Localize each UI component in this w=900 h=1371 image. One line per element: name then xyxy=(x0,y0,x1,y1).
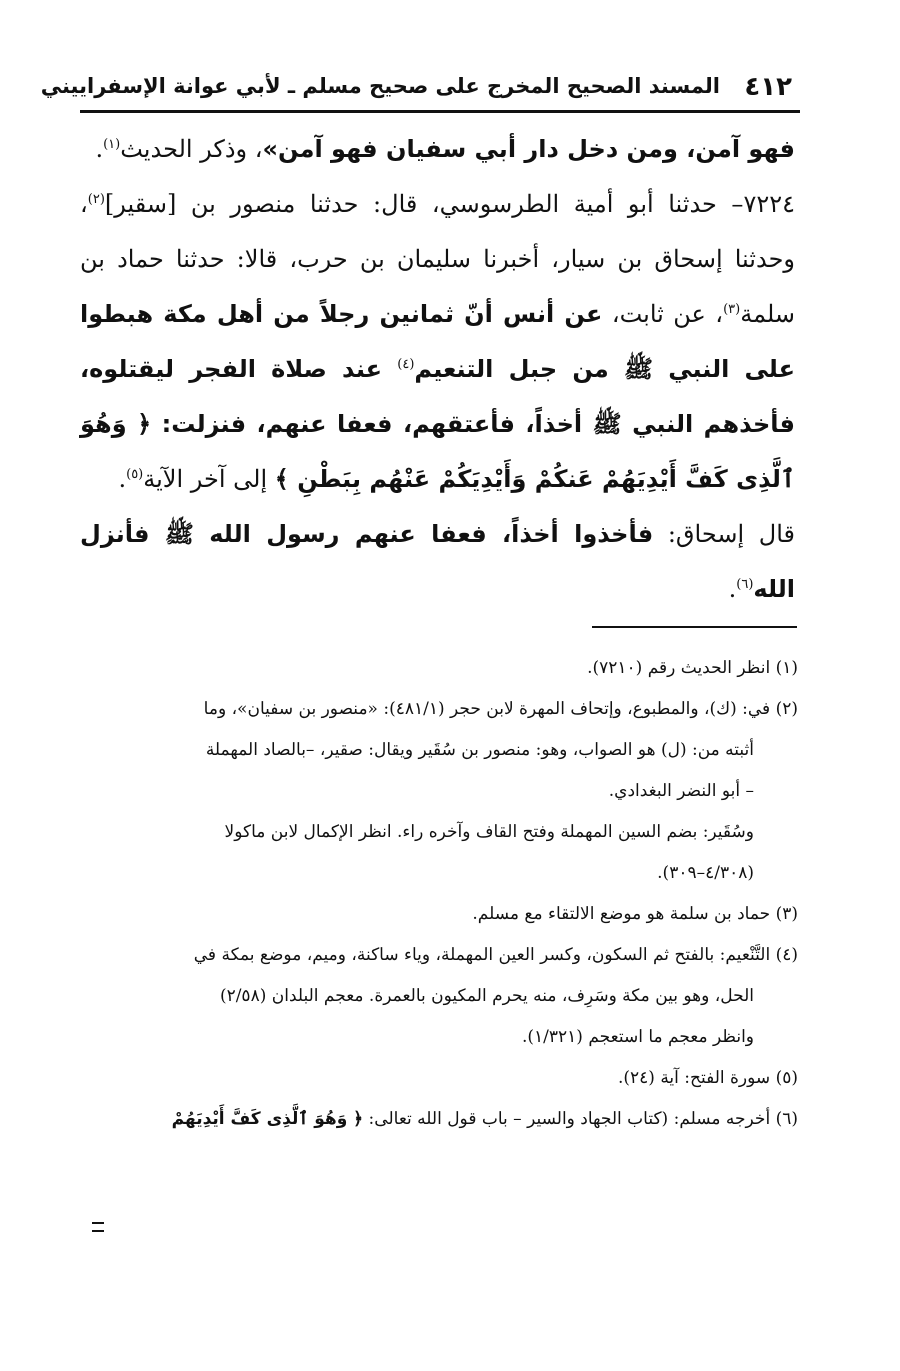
period: . xyxy=(118,465,127,493)
quran-verse: ﴿ وَهُوَ ٱلَّذِى كَفَّ أَيْدِيَهُمْ عَنكُمْ وَأَيْدِيَكُمْ عَنْهُم بِبَطْنِ ﴾ xyxy=(80,410,795,493)
plain-text: ، وذكر الحديث xyxy=(120,135,263,163)
footnote-ref-5: (٥) xyxy=(126,467,144,482)
footnote-4-line-2: الحل، وهو بين مكة وسَرِف، منه يحرم المكيون بالعمرة. معجم البلدان (٢/٥٨) xyxy=(219,986,754,1006)
bold-text: فأخذوا أخذاً، فعفا عنهم رسول الله ﷺ فأنزل الله xyxy=(80,520,795,603)
plain-text: ، عن ثابت، xyxy=(602,300,724,328)
running-title: المسند الصحيح المخرج على صحيح مسلم ـ لأبي عوانة الإسفراييني xyxy=(40,74,720,98)
period: . xyxy=(728,575,737,603)
bold-text: عن أنس أنّ ثمانين رجلاً من أهل مكة هبطوا على النبي ﷺ من جبل التنعيم xyxy=(80,300,796,383)
footnote-2-line-2: أثبته من: (ل) هو الصواب، وهو: منصور بن سُقَير ويقال: صقير، –بالصاد المهملة xyxy=(205,740,754,760)
continuation-mark xyxy=(92,1222,104,1232)
footnote-2-line-1: (٢) في: (ك)، والمطبوع، وإتحاف المهرة لابن حجر (٤٨١/١): «منصور بن سفيان»، وما xyxy=(203,699,798,719)
footnote-2-line-5: (٤/٣٠٨–٣٠٩). xyxy=(657,863,754,883)
footnote-ref-1: (١) xyxy=(103,137,121,152)
plain-text: قال إسحاق: xyxy=(653,520,796,548)
period: . xyxy=(95,135,104,163)
footnote-4-line-3: وانظر معجم ما استعجم (١/٣٢١). xyxy=(521,1027,754,1047)
paragraph-2 xyxy=(80,177,795,507)
plain-text: ، وحدثنا إسحاق بن سيار، أخبرنا سليمان بن حرب، قالا: حدثنا حماد بن سلمة xyxy=(80,190,795,328)
footnote-2 xyxy=(80,689,798,894)
bold-text: عند صلاة الفجر ليقتلوه، فأخذهم النبي ﷺ أخذاً، فأعتقهم، فعفا عنهم، فنزلت: xyxy=(80,355,795,438)
footnote-2-line-3: – أبو النضر البغدادي. xyxy=(608,781,754,801)
page-number: ٤١٢ xyxy=(744,72,792,102)
plain-text: ٧٢٢٤– حدثنا أبو أمية الطرسوسي، قال: حدثنا منصور بن [سقير] xyxy=(104,190,795,218)
footnote-3: (٣) حماد بن سلمة هو موضع الالتقاء مع مسلم. xyxy=(472,904,798,924)
footnote-1: (١) انظر الحديث رقم (٧٢١٠). xyxy=(587,658,798,678)
footnote-ref-3: (٣) xyxy=(723,302,741,317)
main-text xyxy=(80,122,795,617)
footnote-2-line-4: وسُقَير: بضم السين المهملة وفتح القاف وآخره راء. انظر الإكمال لابن ماكولا xyxy=(224,822,754,842)
footnotes xyxy=(80,648,798,1140)
footnote-separator xyxy=(592,626,797,628)
footnote-4-line-1: (٤) التَّنْعيم: بالفتح ثم السكون، وكسر العين المهملة، وياء ساكنة، وميم، موضع بمكة في xyxy=(193,945,798,965)
paragraph-3 xyxy=(80,507,795,617)
paragraph-1 xyxy=(80,122,795,177)
footnote-ref-6: (٦) xyxy=(736,577,754,592)
plain-text: إلى آخر الآية xyxy=(143,465,275,493)
footnote-ref-4: (٤) xyxy=(397,357,415,372)
footnote-6 xyxy=(80,1099,798,1140)
page-header xyxy=(40,70,800,113)
footnote-ref-2: (٢) xyxy=(87,192,105,207)
footnote-4 xyxy=(80,935,798,1058)
bold-text: فهو آمن، ومن دخل دار أبي سفيان فهو آمن» xyxy=(262,135,795,163)
footnote-6-text: (٦) أخرجه مسلم: (كتاب الجهاد والسير – باب قول الله تعالى: xyxy=(363,1109,798,1129)
quran-verse: ﴿ وَهُوَ ٱلَّذِى كَفَّ أَيْدِيَهُمْ xyxy=(171,1109,364,1129)
footnote-5: (٥) سورة الفتح: آية (٢٤). xyxy=(617,1068,798,1088)
